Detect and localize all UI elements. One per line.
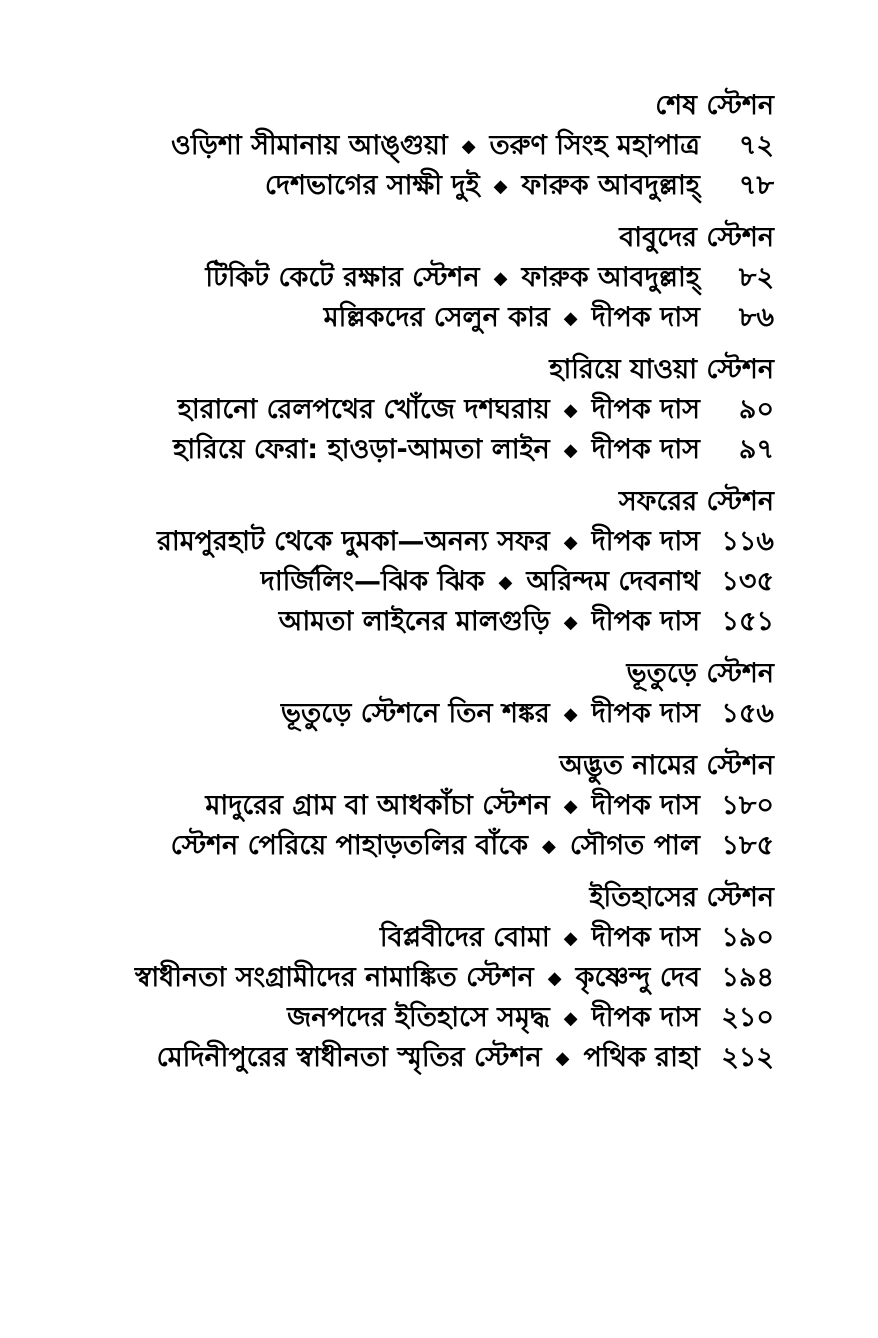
entry-author: দীপক দাস [591, 434, 700, 465]
page-number: ২১২ [721, 1042, 774, 1073]
diamond-bullet-icon: ◆ [563, 612, 578, 633]
toc-entry [157, 1038, 774, 1078]
toc-entry [135, 958, 774, 998]
entry-title: রামপুরহাট থেকে দুমকা—অনন্য সফর [157, 526, 550, 557]
entry-title: মাদুরের গ্রাম বা আধকাঁচা স্টেশন [205, 790, 550, 821]
diamond-bullet-icon: ◆ [563, 440, 578, 461]
entry-author: অরিন্দম দেবনাথ [526, 566, 700, 597]
page-number: ২১০ [721, 1002, 774, 1033]
toc-entry [380, 918, 774, 958]
entry-title: আমতা লাইনের মালগুড়ি [278, 606, 550, 637]
page-number: ১১৬ [721, 526, 774, 557]
entry-author: সৌগত পাল [569, 830, 700, 861]
toc-entry [178, 390, 774, 430]
entry-author: ফারুক আবদুল্লাহ্ [521, 262, 700, 293]
toc-entry [287, 998, 774, 1038]
entry-author: দীপক দাস [591, 526, 700, 557]
entry-title: দেশভাগের সাক্ষী দুই [264, 170, 480, 201]
entry-title: বিপ্লবীদের বোমা [379, 922, 550, 953]
toc-section [60, 642, 774, 734]
page-number: ১৮০ [721, 790, 774, 821]
section-title: ইতিহাসের স্টেশন [589, 882, 774, 913]
entry-title: স্টেশন পেরিয়ে পাহাড়তলির বাঁকে [170, 830, 528, 861]
page-number: ১৮৫ [721, 830, 774, 861]
page-number: ৮৬ [738, 302, 774, 333]
entry-author: দীপক দাস [591, 394, 700, 425]
toc-entry [279, 602, 774, 642]
entry-title: ভূতুড়ে স্টেশনে তিন শঙ্কর [280, 698, 550, 729]
toc-entry [173, 430, 774, 470]
page-number: ১৩৫ [721, 566, 774, 597]
section-title: সফরের স্টেশন [618, 486, 774, 517]
diamond-bullet-icon: ◆ [563, 796, 578, 817]
page-number: ১৯৪ [721, 962, 774, 993]
diamond-bullet-icon: ◆ [493, 268, 508, 289]
entry-title: হারানো রেলপথের খোঁজে দশঘরায় [177, 394, 550, 425]
diamond-bullet-icon: ◆ [563, 532, 578, 553]
diamond-bullet-icon: ◆ [563, 1008, 578, 1029]
diamond-bullet-icon: ◆ [563, 928, 578, 949]
entry-title: স্বাধীনতা সংগ্রামীদের নামাঙ্কিত স্টেশন [134, 962, 534, 993]
toc-section [60, 88, 774, 206]
toc-entry [157, 522, 774, 562]
entry-author: দীপক দাস [591, 922, 700, 953]
page-number: ৭২ [738, 130, 774, 161]
diamond-bullet-icon: ◆ [563, 704, 578, 725]
toc-entry [205, 786, 774, 826]
diamond-bullet-icon: ◆ [461, 136, 476, 157]
entry-author: দীপক দাস [591, 698, 700, 729]
entry-title: ওড়িশা সীমানায় আঙ্গুয়া [171, 130, 448, 161]
page-number: ৯০ [738, 394, 774, 425]
page-number: ৮২ [738, 262, 774, 293]
table-of-contents [60, 88, 774, 1078]
diamond-bullet-icon: ◆ [563, 400, 578, 421]
entry-title: হারিয়ে ফেরা: হাওড়া-আমতা লাইন [173, 434, 550, 465]
entry-author: দীপক দাস [591, 790, 700, 821]
page-number: ১৫১ [721, 606, 774, 637]
diamond-bullet-icon: ◆ [498, 572, 513, 593]
diamond-bullet-icon: ◆ [493, 176, 508, 197]
diamond-bullet-icon: ◆ [563, 308, 578, 329]
toc-entry [324, 298, 774, 338]
entry-author: ফারুক আবদুল্লাহ্ [521, 170, 700, 201]
page-number: ৯৭ [738, 434, 774, 465]
entry-title: মল্লিকদের সেলুন কার [323, 302, 550, 333]
toc-section [60, 470, 774, 642]
entry-author: দীপক দাস [591, 606, 700, 637]
entry-title: মেদিনীপুরের স্বাধীনতা স্মৃতির স্টেশন [156, 1042, 542, 1073]
toc-section [60, 206, 774, 338]
toc-section [60, 866, 774, 1078]
entry-title: দার্জিলিং—ঝিক ঝিক [260, 566, 485, 597]
toc-section [60, 734, 774, 866]
page-number: ১৯০ [721, 922, 774, 953]
entry-title: জনপদের ইতিহাসে সমৃদ্ধ [287, 1002, 550, 1033]
entry-author: পথিক রাহা [583, 1042, 700, 1073]
section-title: ভূতুড়ে স্টেশন [626, 658, 774, 689]
toc-entry [171, 126, 774, 166]
toc-entry [261, 562, 774, 602]
toc-entry [281, 694, 774, 734]
entry-title: টিকিট কেটে রক্ষার স্টেশন [205, 262, 480, 293]
toc-entry [171, 826, 774, 866]
toc-entry [205, 258, 774, 298]
page-number: ১৫৬ [721, 698, 774, 729]
entry-author: দীপক দাস [591, 302, 700, 333]
page-number: ৭৮ [738, 170, 774, 201]
toc-entry [265, 166, 774, 206]
entry-author: কৃষ্ণেন্দু দেব [575, 962, 700, 993]
section-title: বাবুদের স্টেশন [619, 222, 774, 253]
diamond-bullet-icon: ◆ [542, 836, 556, 857]
entry-author: তরুণ সিংহ মহাপাত্র [489, 130, 700, 161]
section-title: অদ্ভুত নামের স্টেশন [559, 750, 774, 781]
diamond-bullet-icon: ◆ [547, 968, 562, 989]
diamond-bullet-icon: ◆ [555, 1048, 570, 1069]
toc-section [60, 338, 774, 470]
section-title: হারিয়ে যাওয়া স্টেশন [549, 354, 774, 385]
entry-author: দীপক দাস [591, 1002, 700, 1033]
section-title: শেষ স্টেশন [655, 90, 774, 121]
